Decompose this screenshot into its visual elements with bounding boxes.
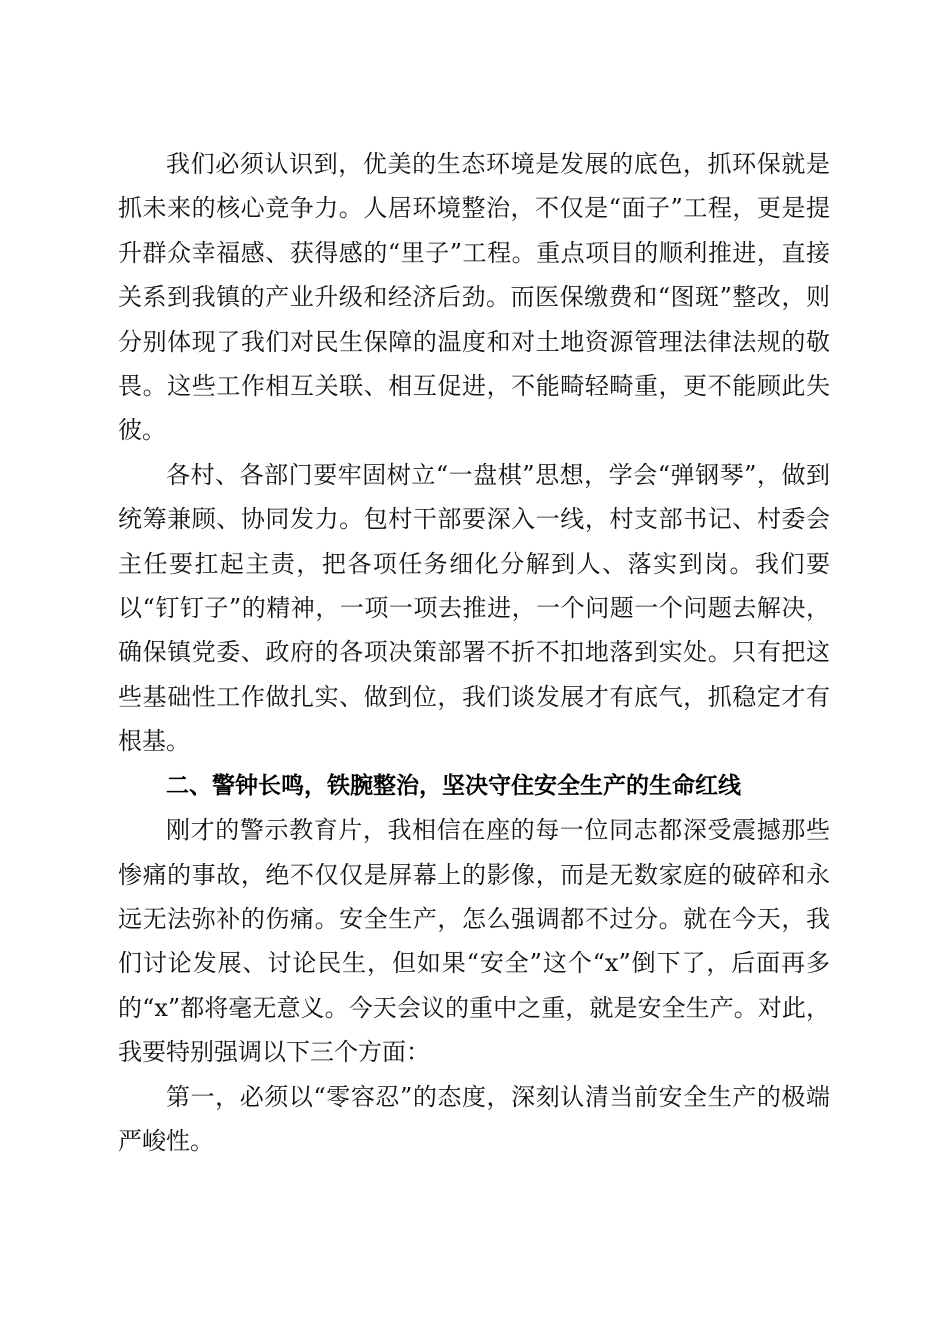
paragraph-coordination: 各村、各部门要牢固树立“一盘棋”思想，学会“弹钢琴”，做到统筹兼顾、协同发力。包村干部要深入一线，村支部书记、村委会主任要扛起主责，把各项任务细化分解到人、落实到岗。我们要以“钉钉子”的精神，一项一项去推进，一个问题一个问题去解决，确保镇党委、政府的各项决策部署不折不扣地落到实处。只有把这些基础性工作做扎实、做到位，我们谈发展才有底气，抓稳定才有根基。 (118, 460, 830, 756)
paragraph-warning-film: 刚才的警示教育片，我相信在座的每一位同志都深受震撼那些惨痛的事故，绝不仅仅是屏幕上的影像，而是无数家庭的破碎和永远无法弥补的伤痛。安全生产，怎么强调都不过分。就在今天，我们讨论发展、讨论民生，但如果“安全”这个“x”倒下了，后面再多的“x”都将毫无意义。今天会议的重中之重，就是安全生产。对此，我要特别强调以下三个方面： (118, 816, 830, 1067)
document-body (118, 142, 830, 1163)
section-heading: 二、警钟长鸣，铁腕整治，坚决守住安全生产的生命红线 (166, 772, 741, 799)
paragraph-ecology: 我们必须认识到，优美的生态环境是发展的底色，抓环保就是抓未来的核心竞争力。人居环境整治，不仅是“面子”工程，更是提升群众幸福感、获得感的“里子”工程。重点项目的顺利推进，直接关系到我镇的产业升级和经济后劲。而医保缴费和“图斑”整改，则分别体现了我们对民生保障的温度和对土地资源管理法律法规的敬畏。这些工作相互关联、相互促进，不能畸轻畸重，更不能顾此失彼。 (118, 150, 830, 445)
paragraph-first-point: 第一，必须以“零容忍”的态度，深刻认清当前安全生产的极端严峻性。 (118, 1082, 830, 1155)
